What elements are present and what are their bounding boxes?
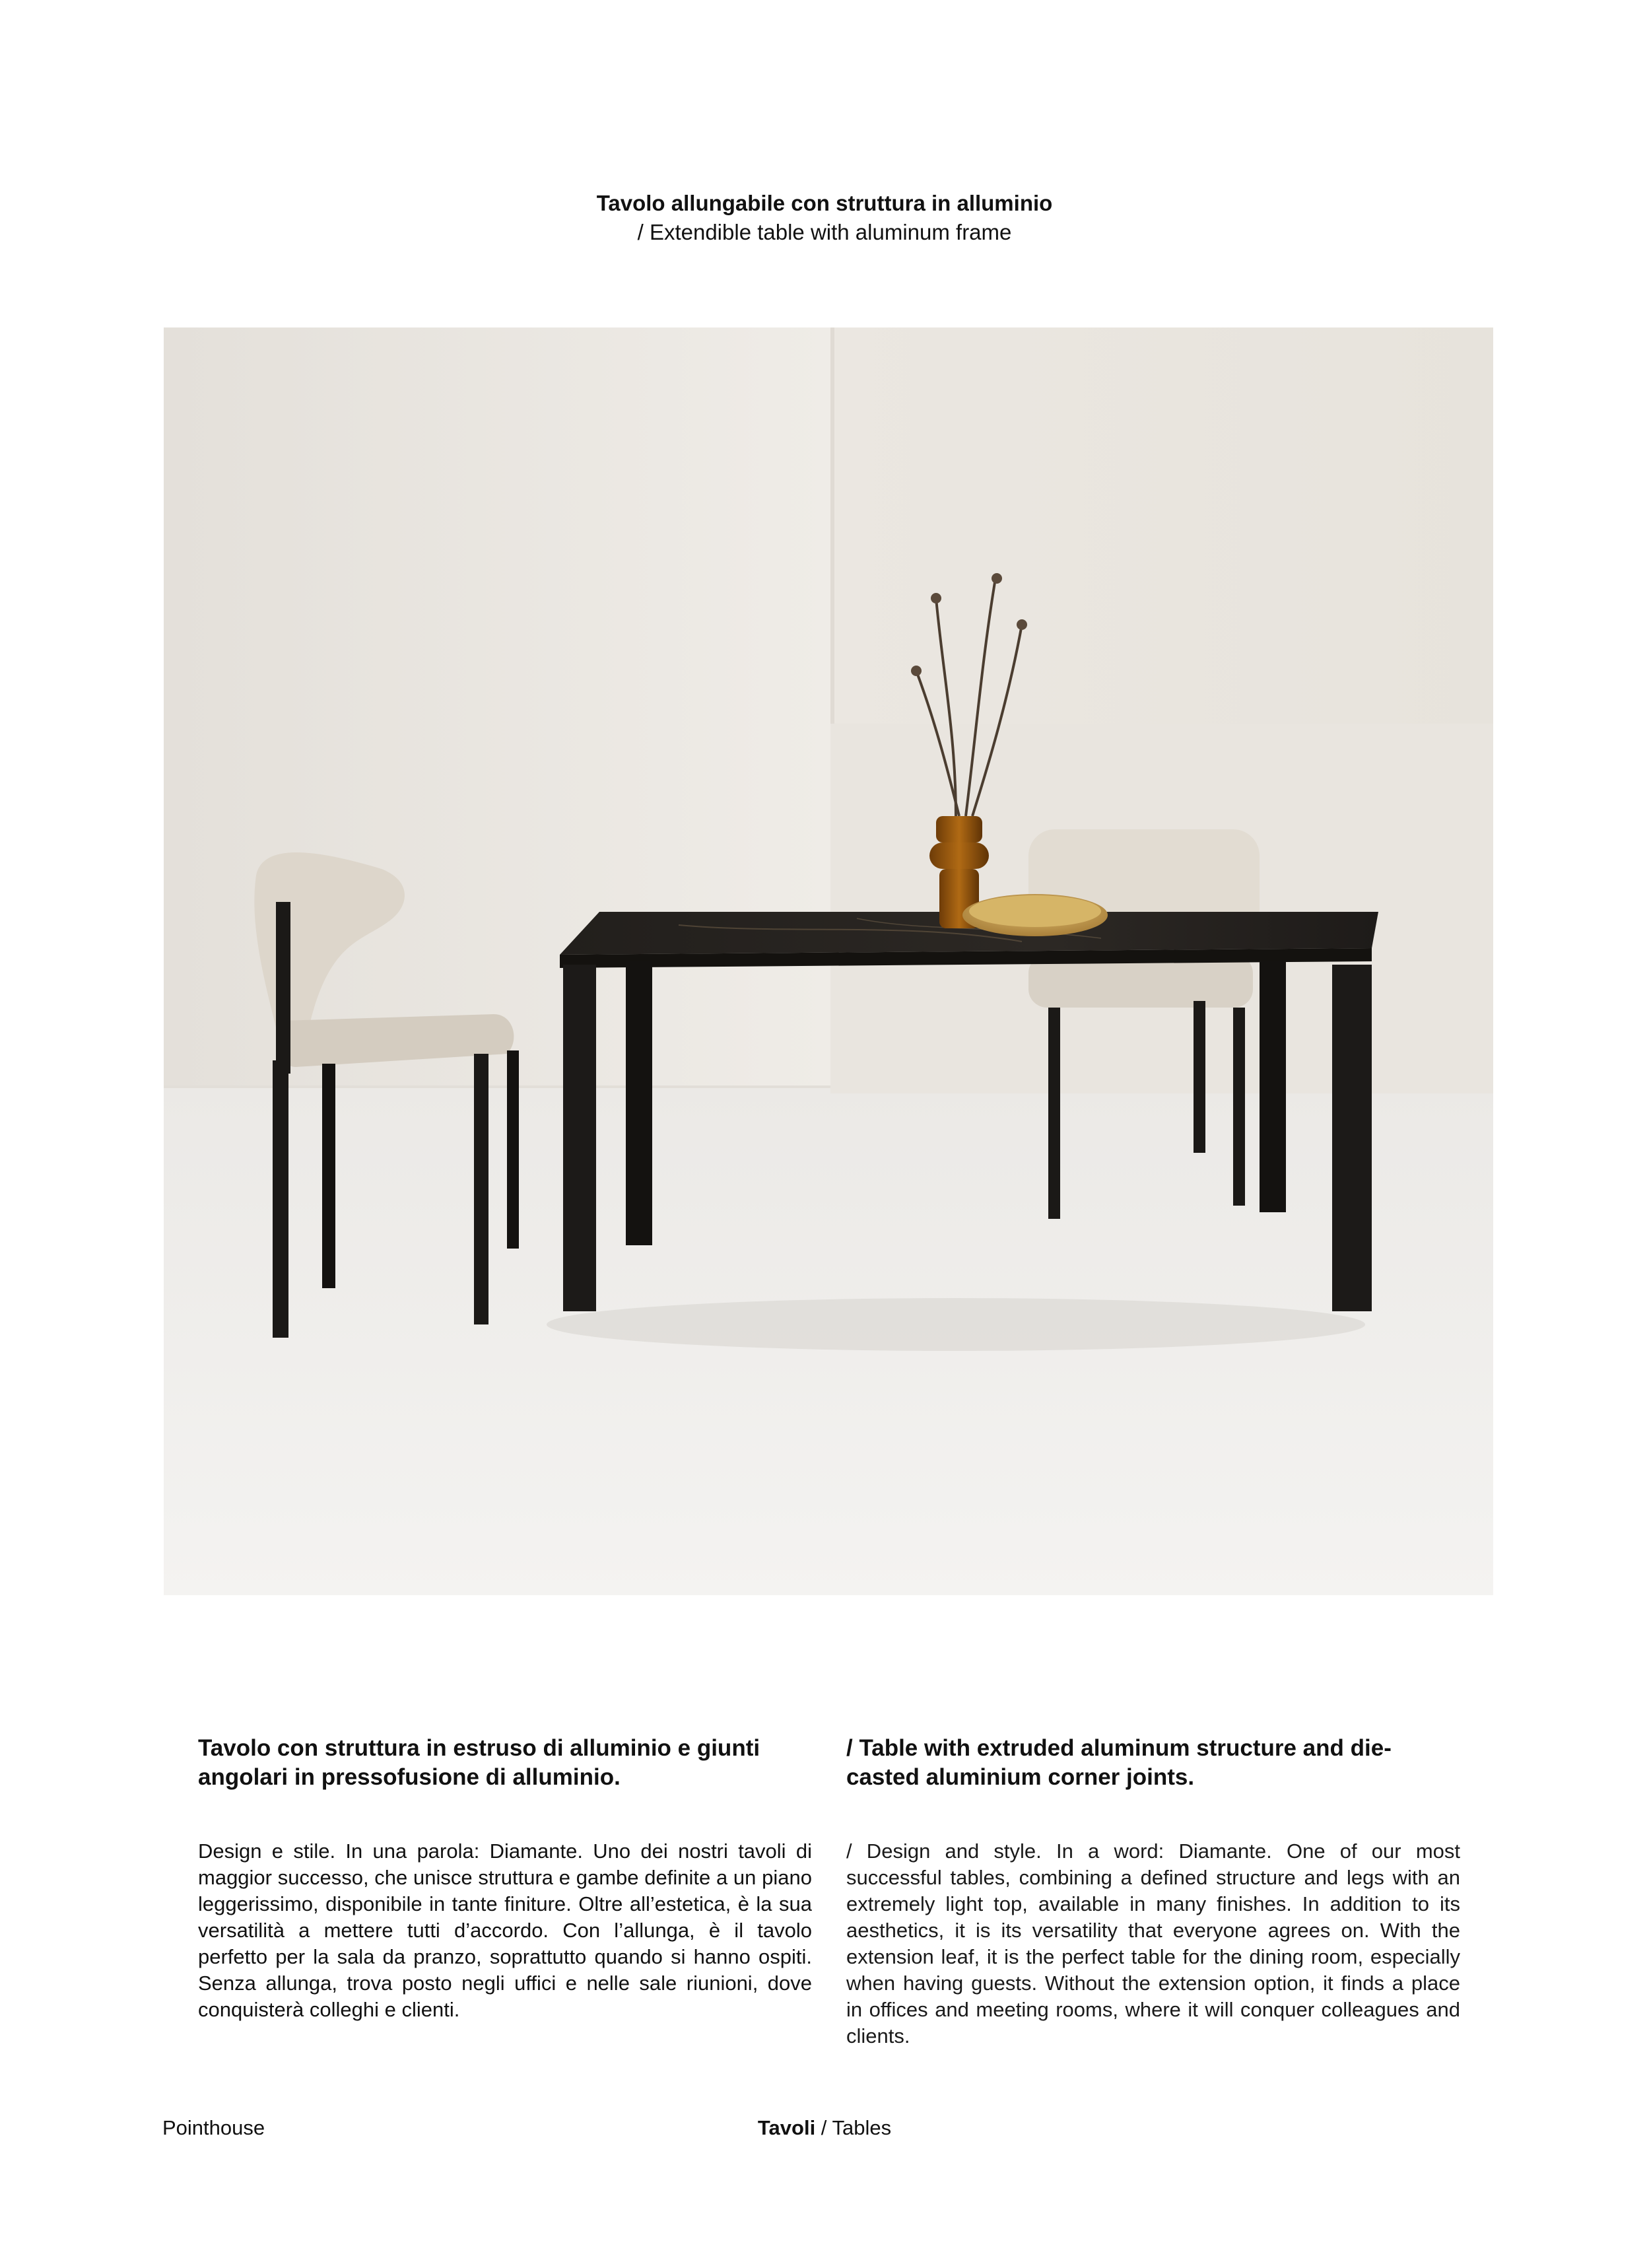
product-photo: [164, 327, 1493, 1595]
english-description: [846, 1734, 1460, 2049]
footer-section: [0, 2116, 1649, 2140]
footer-section-italian: Tavoli: [757, 2116, 816, 2139]
italian-description: [198, 1734, 812, 2023]
footer-section-english: Tables: [832, 2116, 892, 2139]
table-scene-illustration: [164, 327, 1493, 1595]
english-body: / Design and style. In a word: Diamante. One of our most successful tables, combining a defined structure and legs with an extremely light top, available in many finishes. In addition to its aesthetics, it is its versatility that everyone agrees on. With the extension leaf, it is the perfect table for the dining room, especially when having guests. Without the extension option, it finds a place in offices and meeting rooms, where it will conquer colleagues and clients.: [846, 1839, 1460, 2047]
footer-brand: Pointhouse: [162, 2116, 265, 2139]
italian-body: Design e stile. In una parola: Diamante. Uno dei nostri tavoli di maggior successo, che unisce struttura e gambe definite a un piano leggerissimo, disponibile in tante finiture. Oltre all’estetica, è la sua versatilità a mettere tutti d’accordo. Con l’allunga, è il tavolo perfetto per la sala da pranzo, soprattutto quando si hanno ospiti. Senza allunga, trova posto negli uffici e nelle sale riunioni, dove conquisterà colleghi e clienti.: [198, 1839, 812, 2021]
italian-heading: Tavolo con struttura in estruso di alluminio e giunti angolari in pressofusione di alluminio.: [198, 1735, 760, 1790]
title-italian: Tavolo allungabile con struttura in alluminio: [596, 191, 1053, 215]
page-header: [0, 189, 1649, 247]
title-english: / Extendible table with aluminum frame: [637, 220, 1012, 244]
footer-section-separator: /: [815, 2116, 832, 2139]
english-heading: / Table with extruded aluminum structure and die-casted aluminium corner joints.: [846, 1735, 1392, 1790]
